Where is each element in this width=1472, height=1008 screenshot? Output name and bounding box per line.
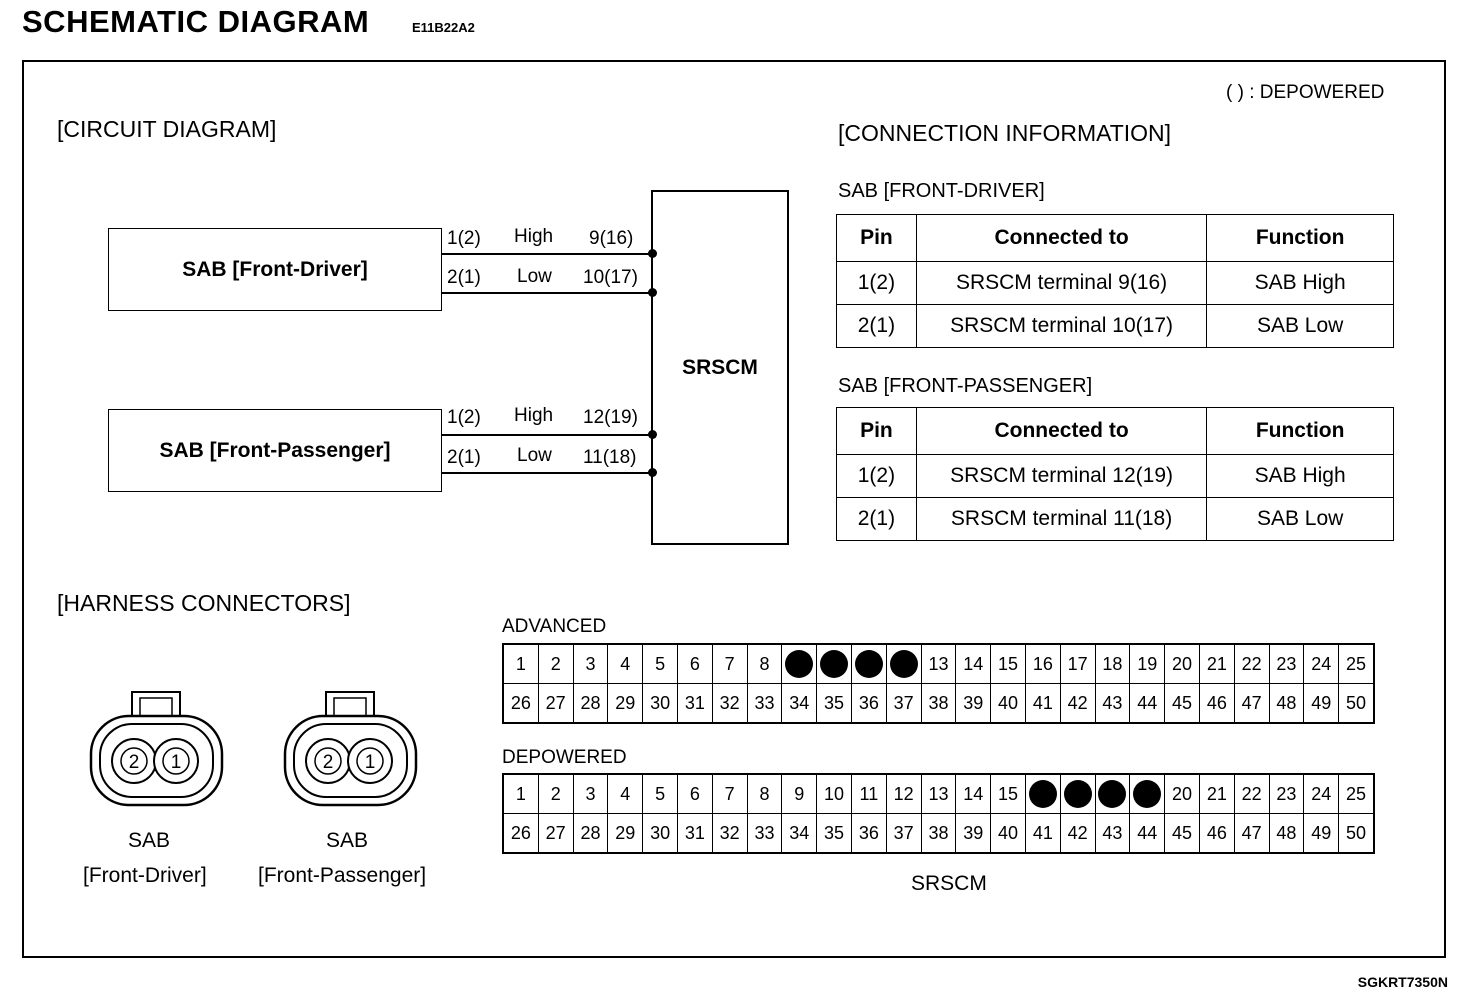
pin-cell: 25 bbox=[1339, 644, 1374, 684]
wire-passenger-high bbox=[442, 434, 653, 436]
pin-cell: 19 bbox=[1130, 644, 1165, 684]
pin-cell: 28 bbox=[573, 684, 608, 724]
pin-cell: 47 bbox=[1234, 684, 1269, 724]
unused-pin-cell bbox=[886, 644, 921, 684]
pin-cell: 13 bbox=[921, 774, 956, 814]
pin-cell: 25 bbox=[1339, 774, 1374, 814]
wire-driver-high bbox=[442, 253, 653, 255]
pin-cell: 20 bbox=[1165, 644, 1200, 684]
wire-pin-label: 1(2) bbox=[447, 407, 481, 428]
pin-cell: 46 bbox=[1199, 684, 1234, 724]
connector-caption: [Front-Passenger] bbox=[258, 864, 427, 887]
depowered-legend: ( ) : DEPOWERED bbox=[1226, 82, 1385, 103]
pin-cell: 3 bbox=[573, 644, 608, 684]
pin-cell: 15 bbox=[991, 774, 1026, 814]
connector-caption: SAB bbox=[128, 829, 171, 852]
cell-function: SAB Low bbox=[1207, 498, 1394, 541]
unused-pin-cell bbox=[1025, 774, 1060, 814]
pin-cell: 2 bbox=[538, 644, 573, 684]
pin-cell: 16 bbox=[1025, 644, 1060, 684]
connector-pin-label: 1 bbox=[364, 752, 376, 773]
pin-cell: 1 bbox=[503, 644, 538, 684]
column-header-connected-to: Connected to bbox=[916, 215, 1206, 262]
circuit-diagram-heading: [CIRCUIT DIAGRAM] bbox=[57, 116, 277, 142]
pin-cell: 50 bbox=[1339, 814, 1374, 854]
passenger-table-title: SAB [FRONT-PASSENGER] bbox=[838, 375, 1093, 397]
driver-connection-table bbox=[836, 214, 1394, 348]
pin-cell: 13 bbox=[921, 644, 956, 684]
pin-row bbox=[503, 774, 1374, 814]
pin-cell: 29 bbox=[608, 814, 643, 854]
cell-connected-to: SRSCM terminal 12(19) bbox=[916, 455, 1206, 498]
connector-caption: [Front-Driver] bbox=[83, 864, 207, 887]
pin-cell: 35 bbox=[817, 814, 852, 854]
pin-cell: 41 bbox=[1025, 684, 1060, 724]
sab-front-driver-label: SAB [Front-Driver] bbox=[182, 257, 368, 281]
junction-dot bbox=[648, 430, 657, 439]
pin-row bbox=[503, 684, 1374, 724]
pin-cell: 37 bbox=[886, 684, 921, 724]
pin-cell: 24 bbox=[1304, 774, 1339, 814]
harness-connectors-heading: [HARNESS CONNECTORS] bbox=[57, 590, 351, 616]
pin-cell: 48 bbox=[1269, 814, 1304, 854]
cell-pin: 1(2) bbox=[837, 455, 917, 498]
pin-cell: 28 bbox=[573, 814, 608, 854]
pin-cell: 29 bbox=[608, 684, 643, 724]
wire-pin-label: 2(1) bbox=[447, 447, 481, 468]
pin-cell: 45 bbox=[1165, 814, 1200, 854]
pin-cell: 49 bbox=[1304, 814, 1339, 854]
pin-cell: 46 bbox=[1199, 814, 1234, 854]
pin-cell: 4 bbox=[608, 644, 643, 684]
cell-pin: 2(1) bbox=[837, 498, 917, 541]
unused-pin-cell bbox=[782, 644, 817, 684]
connector-pin-label: 2 bbox=[322, 752, 334, 773]
unused-pin-cell bbox=[1130, 774, 1165, 814]
pin-cell: 32 bbox=[712, 684, 747, 724]
junction-dot bbox=[648, 468, 657, 477]
document-code: E11B22A2 bbox=[412, 20, 475, 35]
pin-cell: 31 bbox=[677, 684, 712, 724]
pin-cell: 40 bbox=[991, 684, 1026, 724]
pin-row bbox=[503, 814, 1374, 854]
pin-cell: 18 bbox=[1095, 644, 1130, 684]
unused-pin-cell bbox=[1060, 774, 1095, 814]
pin-cell: 22 bbox=[1234, 774, 1269, 814]
pin-cell: 42 bbox=[1060, 814, 1095, 854]
table-row bbox=[837, 455, 1394, 498]
pin-cell: 30 bbox=[643, 684, 678, 724]
pin-cell: 43 bbox=[1095, 684, 1130, 724]
pin-cell: 32 bbox=[712, 814, 747, 854]
column-header-connected-to: Connected to bbox=[916, 408, 1206, 455]
pin-cell: 39 bbox=[956, 684, 991, 724]
wire-terminal-label: 12(19) bbox=[583, 407, 638, 428]
pin-cell: 49 bbox=[1304, 684, 1339, 724]
pin-cell: 44 bbox=[1130, 814, 1165, 854]
pin-cell: 34 bbox=[782, 814, 817, 854]
column-header-function: Function bbox=[1207, 408, 1394, 455]
pin-cell: 7 bbox=[712, 644, 747, 684]
pin-cell: 38 bbox=[921, 814, 956, 854]
unused-pin-cell bbox=[817, 644, 852, 684]
wire-signal-label: Low bbox=[517, 266, 552, 287]
cell-function: SAB Low bbox=[1207, 305, 1394, 348]
pin-cell: 10 bbox=[817, 774, 852, 814]
sab-front-passenger-connector-icon bbox=[282, 690, 420, 808]
filled-pin-icon bbox=[1029, 780, 1057, 808]
wire-terminal-label: 11(18) bbox=[583, 447, 637, 468]
filled-pin-icon bbox=[1133, 780, 1161, 808]
pin-cell: 20 bbox=[1165, 774, 1200, 814]
cell-connected-to: SRSCM terminal 9(16) bbox=[916, 262, 1206, 305]
footer-code: SGKRT7350N bbox=[1357, 974, 1448, 990]
pin-cell: 31 bbox=[677, 814, 712, 854]
pin-cell: 8 bbox=[747, 774, 782, 814]
pin-cell: 27 bbox=[538, 814, 573, 854]
pin-cell: 5 bbox=[643, 774, 678, 814]
srscm-advanced-pin-table bbox=[502, 643, 1375, 724]
pin-cell: 33 bbox=[747, 684, 782, 724]
cell-pin: 1(2) bbox=[837, 262, 917, 305]
pin-cell: 30 bbox=[643, 814, 678, 854]
table-row bbox=[837, 498, 1394, 541]
cell-function: SAB High bbox=[1207, 262, 1394, 305]
driver-table-title: SAB [FRONT-DRIVER] bbox=[838, 180, 1045, 202]
page-title: SCHEMATIC DIAGRAM bbox=[22, 4, 370, 39]
advanced-label: ADVANCED bbox=[502, 616, 607, 637]
pin-cell: 44 bbox=[1130, 684, 1165, 724]
pin-cell: 36 bbox=[851, 814, 886, 854]
pin-cell: 50 bbox=[1339, 684, 1374, 724]
pin-cell: 36 bbox=[851, 684, 886, 724]
pin-cell: 3 bbox=[573, 774, 608, 814]
table-row bbox=[837, 262, 1394, 305]
wire-pin-label: 2(1) bbox=[447, 267, 481, 288]
pin-cell: 8 bbox=[747, 644, 782, 684]
pin-cell: 14 bbox=[956, 644, 991, 684]
wire-signal-label: High bbox=[514, 226, 554, 247]
srscm-depowered-pin-table bbox=[502, 773, 1375, 854]
pin-cell: 2 bbox=[538, 774, 573, 814]
unused-pin-cell bbox=[1095, 774, 1130, 814]
pin-cell: 41 bbox=[1025, 814, 1060, 854]
filled-pin-icon bbox=[1098, 780, 1126, 808]
filled-pin-icon bbox=[820, 650, 848, 678]
pin-cell: 9 bbox=[782, 774, 817, 814]
connector-pin-label: 1 bbox=[170, 752, 182, 773]
connection-info-heading: [CONNECTION INFORMATION] bbox=[838, 120, 1172, 146]
cell-connected-to: SRSCM terminal 11(18) bbox=[916, 498, 1206, 541]
wire-terminal-label: 10(17) bbox=[583, 267, 638, 288]
unused-pin-cell bbox=[851, 644, 886, 684]
pin-cell: 34 bbox=[782, 684, 817, 724]
sab-front-driver-box bbox=[108, 228, 442, 311]
column-header-pin: Pin bbox=[837, 408, 917, 455]
srscm-module-label: SRSCM bbox=[682, 355, 758, 379]
pin-cell: 14 bbox=[956, 774, 991, 814]
pin-cell: 15 bbox=[991, 644, 1026, 684]
filled-pin-icon bbox=[855, 650, 883, 678]
cell-function: SAB High bbox=[1207, 455, 1394, 498]
column-header-pin: Pin bbox=[837, 215, 917, 262]
pin-cell: 23 bbox=[1269, 644, 1304, 684]
filled-pin-icon bbox=[785, 650, 813, 678]
junction-dot bbox=[648, 249, 657, 258]
pin-cell: 5 bbox=[643, 644, 678, 684]
pin-cell: 6 bbox=[677, 644, 712, 684]
pin-cell: 17 bbox=[1060, 644, 1095, 684]
pin-cell: 7 bbox=[712, 774, 747, 814]
cell-connected-to: SRSCM terminal 10(17) bbox=[916, 305, 1206, 348]
column-header-function: Function bbox=[1207, 215, 1394, 262]
sab-front-passenger-label: SAB [Front-Passenger] bbox=[159, 438, 391, 462]
filled-pin-icon bbox=[890, 650, 918, 678]
pin-cell: 48 bbox=[1269, 684, 1304, 724]
pin-cell: 43 bbox=[1095, 814, 1130, 854]
pin-cell: 21 bbox=[1199, 774, 1234, 814]
pin-cell: 33 bbox=[747, 814, 782, 854]
pin-cell: 26 bbox=[503, 684, 538, 724]
pin-cell: 35 bbox=[817, 684, 852, 724]
depowered-label: DEPOWERED bbox=[502, 747, 627, 768]
filled-pin-icon bbox=[1064, 780, 1092, 808]
pin-cell: 23 bbox=[1269, 774, 1304, 814]
wire-passenger-low bbox=[442, 472, 653, 474]
connector-pin-label: 2 bbox=[128, 752, 140, 773]
table-row bbox=[837, 305, 1394, 348]
wire-signal-label: High bbox=[514, 405, 554, 426]
pin-cell: 39 bbox=[956, 814, 991, 854]
pin-cell: 4 bbox=[608, 774, 643, 814]
pin-cell: 26 bbox=[503, 814, 538, 854]
pin-cell: 11 bbox=[851, 774, 886, 814]
pin-cell: 42 bbox=[1060, 684, 1095, 724]
connector-caption: SAB bbox=[326, 829, 369, 852]
sab-front-driver-connector-icon bbox=[88, 690, 226, 808]
pin-cell: 12 bbox=[886, 774, 921, 814]
pin-cell: 21 bbox=[1199, 644, 1234, 684]
pin-cell: 22 bbox=[1234, 644, 1269, 684]
wire-pin-label: 1(2) bbox=[447, 228, 481, 249]
pin-cell: 1 bbox=[503, 774, 538, 814]
pin-cell: 45 bbox=[1165, 684, 1200, 724]
pin-cell: 47 bbox=[1234, 814, 1269, 854]
pin-row bbox=[503, 644, 1374, 684]
pin-cell: 27 bbox=[538, 684, 573, 724]
pin-cell: 40 bbox=[991, 814, 1026, 854]
srscm-module-box bbox=[651, 190, 789, 545]
wire-driver-low bbox=[442, 292, 653, 294]
cell-pin: 2(1) bbox=[837, 305, 917, 348]
srscm-connector-caption: SRSCM bbox=[911, 872, 987, 895]
wire-terminal-label: 9(16) bbox=[589, 228, 634, 249]
pin-cell: 6 bbox=[677, 774, 712, 814]
junction-dot bbox=[648, 288, 657, 297]
pin-cell: 37 bbox=[886, 814, 921, 854]
wire-signal-label: Low bbox=[517, 445, 552, 466]
passenger-connection-table bbox=[836, 407, 1394, 541]
sab-front-passenger-box bbox=[108, 409, 442, 492]
pin-cell: 24 bbox=[1304, 644, 1339, 684]
pin-cell: 38 bbox=[921, 684, 956, 724]
